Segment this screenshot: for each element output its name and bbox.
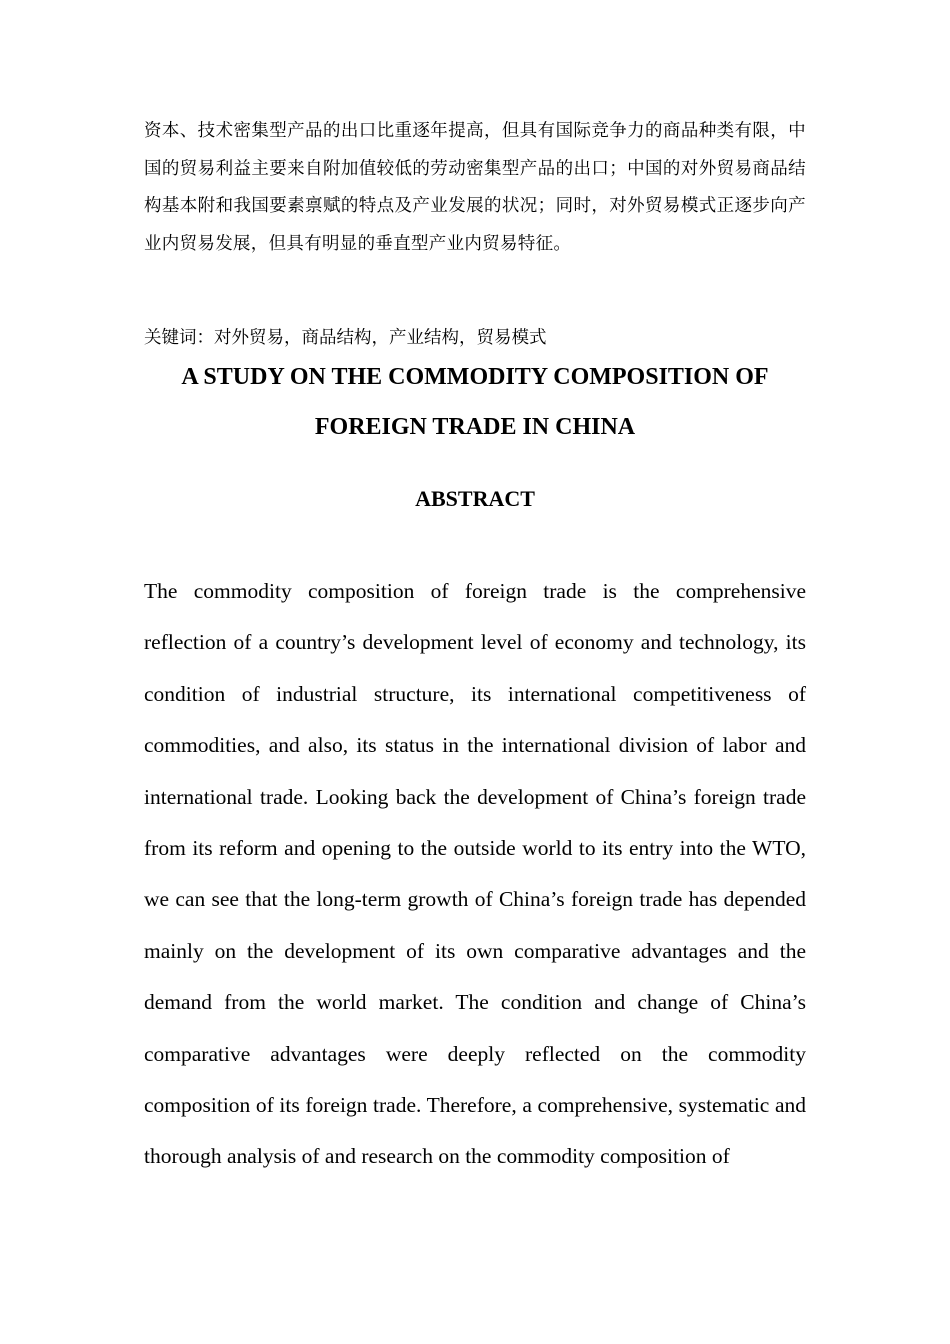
abstract-heading: ABSTRACT	[415, 486, 535, 511]
english-title-line-2: FOREIGN TRADE IN CHINA	[314, 414, 636, 440]
keywords-line	[144, 324, 806, 352]
english-abstract-paragraph: The commodity composition of foreign trade is the comprehensive reflection of a country’s development level of economy and technology, its condition of industrial structure, its international competitiveness of commodities, and also, its status in the international division of labor and international trade. Looking back the development of China’s foreign trade from its reform and opening to the outside world to its entry into the WTO, we can see that the long-term growth of China’s foreign trade has depended mainly on the development of its own comparative advantages and the demand from the world market. The condition and change of China’s comparative advantages were deeply reflected on the commodity composition of its foreign trade. Therefore, a comprehensive, systematic and thorough analysis of and research on the commodity composition of	[144, 579, 806, 1169]
keywords-value: 对外贸易，商品结构，产业结构，贸易模式	[214, 328, 547, 348]
english-title	[100, 352, 850, 452]
english-title-line-1: A STUDY ON THE COMMODITY COMPOSITION OF	[181, 364, 769, 390]
chinese-abstract-paragraph: 资本、技术密集型产品的出口比重逐年提高，但具有国际竞争力的商品种类有限，中国的贸易利益主要来自附加值较低的劳动密集型产品的出口；中国的对外贸易商品结构基本附和我国要素禀赋的特点及产业发展的状况；同时，对外贸易模式正逐步向产业内贸易发展，但具有明显的垂直型产业内贸易特征。	[144, 121, 806, 254]
keywords-label: 关键词：	[144, 328, 214, 348]
